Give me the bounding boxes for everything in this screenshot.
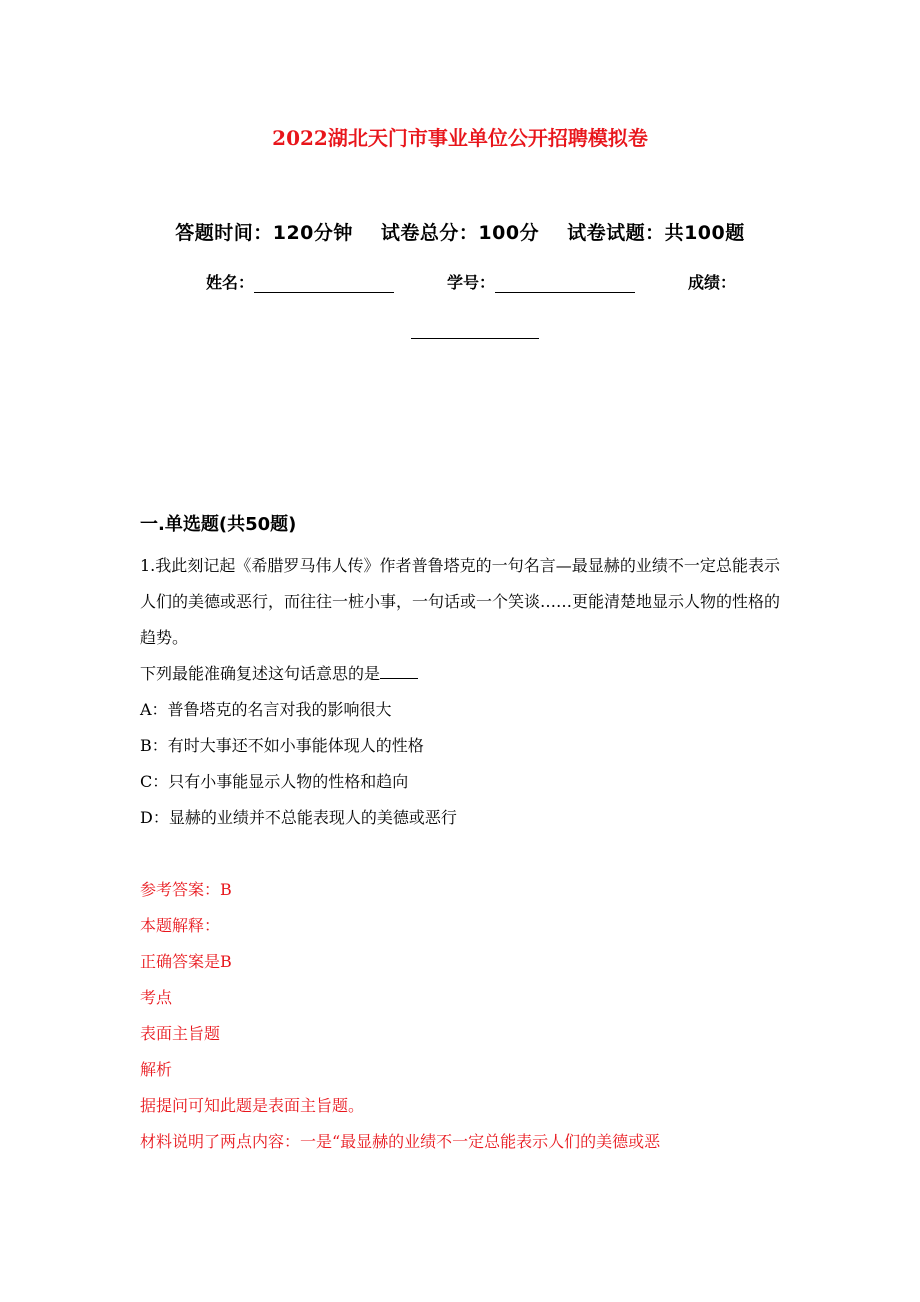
name-field xyxy=(206,270,394,293)
option-a: A：普鲁塔克的名言对我的影响很大 xyxy=(140,700,392,719)
option-b: B：有时大事还不如小事能体现人的性格 xyxy=(140,736,424,755)
option-c: C：只有小事能显示人物的性格和趋向 xyxy=(140,772,409,791)
student-id-label: 学号： xyxy=(447,273,496,292)
score-blank-line xyxy=(411,338,539,339)
question-stem: 1.我此刻记起《希腊罗马伟人传》作者普鲁塔克的一句名言—最显赫的业绩不一定总能表示人们的美德或恶行，而往往一桩小事，一句话或一个笑谈……更能清楚地显示人物的性格的趋势。 xyxy=(140,556,781,647)
option-d: D：显赫的业绩并不总能表现人的美德或恶行 xyxy=(140,808,457,827)
student-id-blank-line xyxy=(495,274,635,293)
point-value: 表面主旨题 xyxy=(140,1024,221,1043)
exam-question-count: 试卷试题：共100题 xyxy=(567,222,745,244)
exam-total-score: 试卷总分：100分 xyxy=(380,222,540,244)
score-label: 成绩： xyxy=(688,273,737,292)
analysis-line-1: 据提问可知此题是表面主旨题。 xyxy=(140,1096,365,1115)
section-heading: 一.单选题(共50题) xyxy=(140,514,297,535)
exam-info xyxy=(0,218,920,245)
name-blank-line xyxy=(254,274,394,293)
document-title: 2022湖北天门市事业单位公开招聘模拟卷 xyxy=(272,126,648,150)
question-prompt-text: 下列最能准确复述这句话意思的是 xyxy=(140,664,381,683)
name-label: 姓名： xyxy=(206,273,255,292)
point-label: 考点 xyxy=(140,988,173,1007)
explanation-label: 本题解释： xyxy=(140,916,221,935)
reference-answer: 参考答案：B xyxy=(140,880,232,899)
analysis-label: 解析 xyxy=(140,1060,173,1079)
student-id-field xyxy=(447,270,635,293)
answer-blank xyxy=(380,658,418,679)
question-content xyxy=(140,548,780,1160)
correct-answer: 正确答案是B xyxy=(140,952,232,971)
analysis-line-2: 材料说明了两点内容：一是“最显赫的业绩不一定总能表示人们的美德或恶 xyxy=(140,1132,661,1151)
score-field xyxy=(688,270,736,293)
exam-time: 答题时间：120分钟 xyxy=(175,222,353,244)
question-prompt xyxy=(140,656,780,692)
